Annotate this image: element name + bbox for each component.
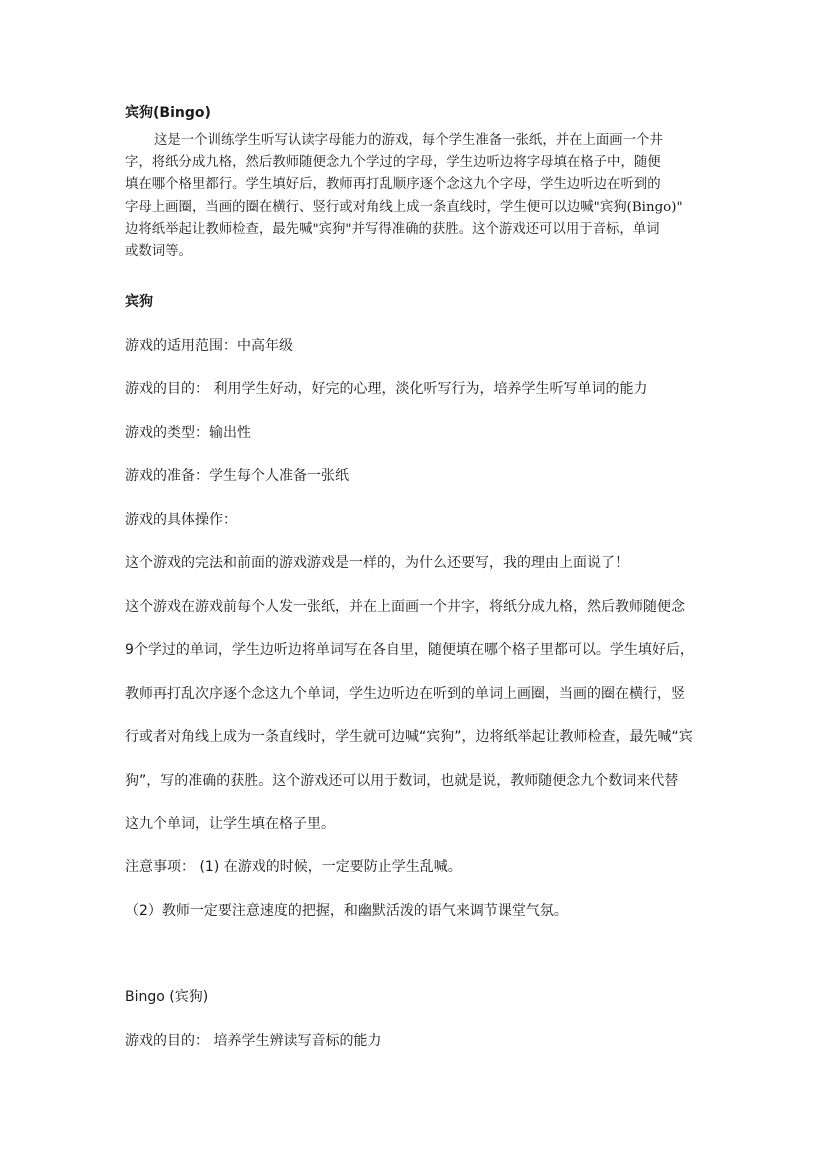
intro-line: 字，将纸分成九格，然后教师随便念九个学过的字母，学生边听边将字母填在格子中，随便	[125, 155, 661, 171]
game-purpose-phonetics: 游戏的目的： 培养学生辨读写音标的能力	[125, 1033, 382, 1049]
game-scope: 游戏的适用范围：中高年级	[125, 338, 293, 354]
game-type: 游戏的类型：输出性	[125, 425, 251, 441]
operation-line: 教师再打乱次序逐个念这九个单词，学生边听边在听到的单词上画圈，当画的圈在横行，竖	[125, 686, 685, 702]
intro-line: 边将纸举起让教师检查，最先喊"宾狗"并写得准确的获胜。这个游戏还可以用于音标，单词	[125, 221, 660, 237]
game-purpose: 游戏的目的： 利用学生好动，好完的心理，淡化听写行为，培养学生听写单词的能力	[125, 381, 648, 397]
intro-line: 填在哪个格里都行。学生填好后，教师再打乱顺序逐个念这九个字母，学生边听边在听到的	[125, 177, 661, 193]
intro-line: 这是一个训练学生听写认读字母能力的游戏，每个学生准备一张纸，并在上面画一个井	[154, 133, 663, 148]
game-operation-label: 游戏的具体操作：	[125, 512, 237, 528]
operation-line: 行或者对角线上成为一条直线时，学生就可边喊“宾狗”，边将纸举起让教师检查，最先喊“宾	[125, 729, 693, 745]
section-title-bingo: 宾狗(Bingo)	[125, 105, 211, 121]
section-title-bingo-phonetics: Bingo (宾狗)	[125, 989, 209, 1005]
operation-line: 这九个单词，让学生填在格子里。	[125, 816, 335, 832]
operation-line: 狗”，写的准确的获胜。这个游戏还可以用于数词，也就是说，教师随便念九个数词来代替	[125, 773, 679, 789]
intro-line: 字母上画圈，当画的圈在横行、竖行或对角线上成一条直线时，学生便可以边喊"宾狗(Bingo)"	[125, 199, 683, 215]
operation-line: 9个学过的单词，学生边听边将单词写在各自里，随便填在哪个格子里都可以。学生填好后，	[125, 642, 694, 658]
intro-paragraph	[125, 130, 705, 263]
note-item-1: 注意事项： (1) 在游戏的时候，一定要防止学生乱喊。	[125, 859, 462, 875]
section-title-bingo-cn: 宾狗	[125, 294, 153, 310]
note-item-2: （2）教师一定要注意速度的把握，和幽默活泼的语气来调节课堂气氛。	[125, 903, 568, 919]
intro-line: 或数词等。	[125, 244, 192, 260]
operation-line: 这个游戏的完法和前面的游戏游戏是一样的，为什么还要写，我的理由上面说了！	[125, 555, 629, 571]
game-preparation: 游戏的准备：学生每个人准备一张纸	[125, 468, 349, 484]
operation-line: 这个游戏在游戏前每个人发一张纸，并在上面画一个井字，将纸分成九格，然后教师随便念	[125, 599, 685, 615]
